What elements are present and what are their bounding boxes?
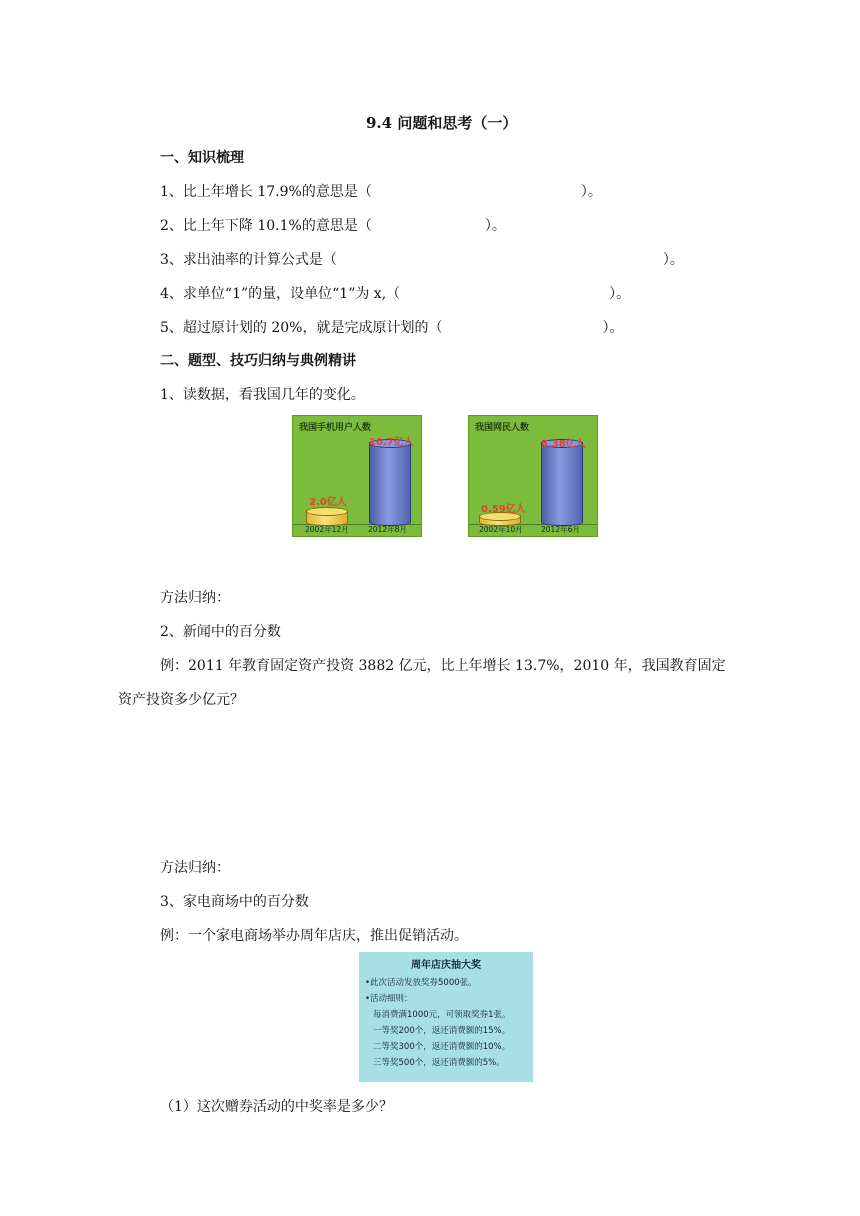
question-2: 2、新闻中的百分数 [160, 624, 281, 640]
promo-line: •活动细则： [365, 994, 413, 1004]
sub-question-1: （1）这次赠券活动的中奖率是多少？ [160, 1099, 393, 1115]
tick-label: 2012年8月 [368, 525, 407, 534]
tick-label: 2012年6月 [541, 525, 580, 534]
item-4: 4、求单位“1”的量，设单位“1”为 x,（ ）。 [160, 286, 631, 302]
promo-line: •此次活动发放奖券5000张。 [365, 978, 477, 988]
promo-line: 三等奖500个，返还消费额的5%。 [373, 1058, 505, 1068]
section1-heading: 一、知识梳理 [160, 150, 244, 166]
section2-heading: 二、题型、技巧归纳与典例精讲 [160, 353, 356, 369]
chart-netizens [468, 415, 598, 537]
promo-line: 一等奖200个，返还消费额的15%。 [373, 1026, 511, 1036]
data-label: 5.38亿人 [541, 439, 586, 450]
item-5: 5、超过原计划的 20%，就是完成原计划的（ ）。 [160, 320, 624, 336]
tick-label: 2002年10月 [479, 525, 523, 534]
chart-title: 我国手机用户人数 [299, 423, 372, 433]
example-2-line-1: 例：2011 年教育固定资产投资 3882 亿元，比上年增长 13.7%，2010 年，我国教育固定 [160, 658, 726, 674]
question-1: 1、读数据，看我国几年的变化。 [160, 387, 365, 403]
item-2: 2、比上年下降 10.1%的意思是（ ）。 [160, 218, 506, 234]
data-label: 10.7亿人 [369, 437, 414, 448]
page-title: 9.4 问题和思考（一） [366, 114, 518, 132]
tick-label: 2002年12月 [305, 525, 349, 534]
promo-poster [359, 952, 533, 1082]
chart-mobile-users [292, 415, 422, 537]
data-label: 2.0亿人 [309, 497, 347, 508]
promo-title: 周年店庆抽大奖 [411, 960, 481, 971]
data-label: 0.59亿人 [481, 504, 526, 515]
example-3: 例：一个家电商场举办周年店庆，推出促销活动。 [160, 928, 468, 944]
question-3: 3、家电商场中的百分数 [160, 894, 309, 910]
item-1: 1、比上年增长 17.9%的意思是（ ）。 [160, 184, 602, 200]
item-3: 3、求出油率的计算公式是（ ）。 [160, 252, 684, 268]
chart-title: 我国网民人数 [475, 423, 530, 433]
promo-line: 二等奖300个，返还消费额的10%。 [373, 1042, 511, 1052]
promo-line: 每消费满1000元，可领取奖券1张。 [373, 1010, 511, 1020]
method-summary-2: 方法归纳： [160, 860, 230, 876]
example-2-line-2: 资产投资多少亿元？ [118, 692, 244, 708]
bar-2012 [369, 442, 411, 526]
method-summary-1: 方法归纳： [160, 590, 230, 606]
bar-2012 [541, 442, 583, 526]
